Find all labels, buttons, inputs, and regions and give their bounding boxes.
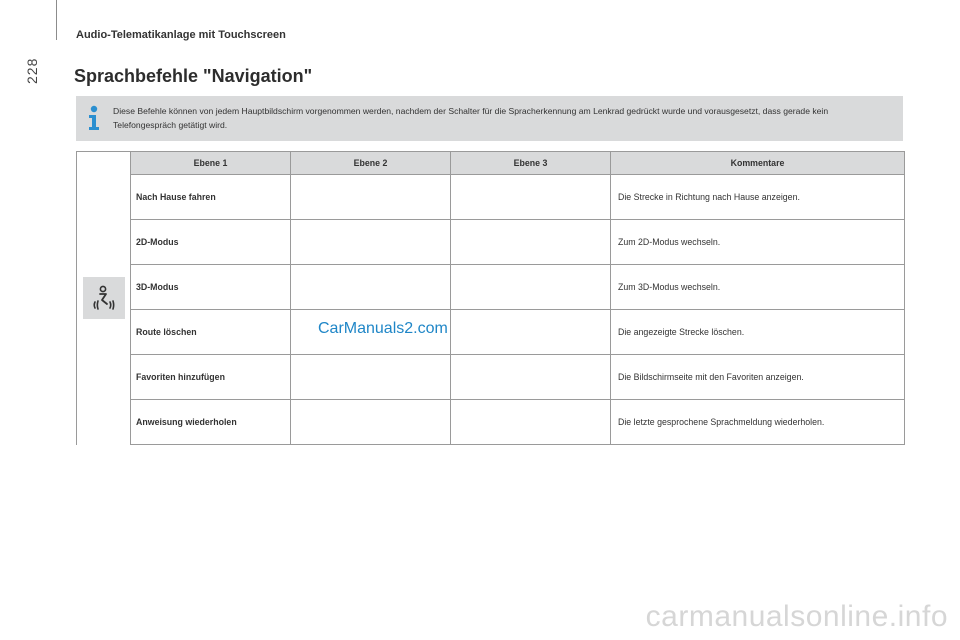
cell-comment: Zum 3D-Modus wechseln. [611,265,905,310]
running-header: Audio-Telematikanlage mit Touchscreen [76,29,286,41]
cell-level3 [451,220,611,265]
icon-column [77,152,131,445]
table-row [77,355,905,400]
header-level2: Ebene 2 [291,152,451,175]
cell-level2 [291,220,451,265]
cell-comment: Die Bildschirmseite mit den Favoriten anzeigen. [611,355,905,400]
cell-level3 [451,355,611,400]
cell-comment: Zum 2D-Modus wechseln. [611,220,905,265]
table-header-row [77,152,905,175]
section-title: Sprachbefehle "Navigation" [74,66,313,86]
cell-level2 [291,175,451,220]
table-row [77,400,905,445]
cell-level1: Anweisung wiederholen [131,400,291,445]
page-number: 228 [24,57,40,84]
cell-level3 [451,175,611,220]
cell-level2 [291,265,451,310]
cell-level2 [291,355,451,400]
header-level3: Ebene 3 [451,152,611,175]
table-row [77,310,905,355]
table-row [77,220,905,265]
header-level1: Ebene 1 [131,152,291,175]
cell-level3 [451,400,611,445]
info-box [76,96,903,141]
watermark-link[interactable]: CarManuals2.com [318,320,448,337]
footer-watermark: carmanualsonline.info [645,600,948,633]
cell-comment: Die Strecke in Richtung nach Hause anzeigen. [611,175,905,220]
margin-rule [56,0,57,40]
voice-commands-table [76,151,905,445]
cell-level2 [291,400,451,445]
voice-command-icon [83,277,125,319]
cell-level1: Route löschen [131,310,291,355]
cell-level3 [451,265,611,310]
header-comments: Kommentare [611,152,905,175]
cell-comment: Die letzte gesprochene Sprachmeldung wiederholen. [611,400,905,445]
cell-level3 [451,310,611,355]
cell-level1: Favoriten hinzufügen [131,355,291,400]
info-text: Diese Befehle können von jedem Hauptbildschirm vorgenommen werden, nachdem der Schalter für die Spracherkennung am Lenkrad gedrückt wurde und vorausgesetzt, dass gerade kein Telefongespräch getätigt wird. [113,106,829,130]
table-row [77,265,905,310]
cell-comment: Die angezeigte Strecke löschen. [611,310,905,355]
cell-level1: 3D-Modus [131,265,291,310]
info-icon [86,105,102,131]
cell-level1: Nach Hause fahren [131,175,291,220]
cell-level1: 2D-Modus [131,220,291,265]
table-row [77,175,905,220]
